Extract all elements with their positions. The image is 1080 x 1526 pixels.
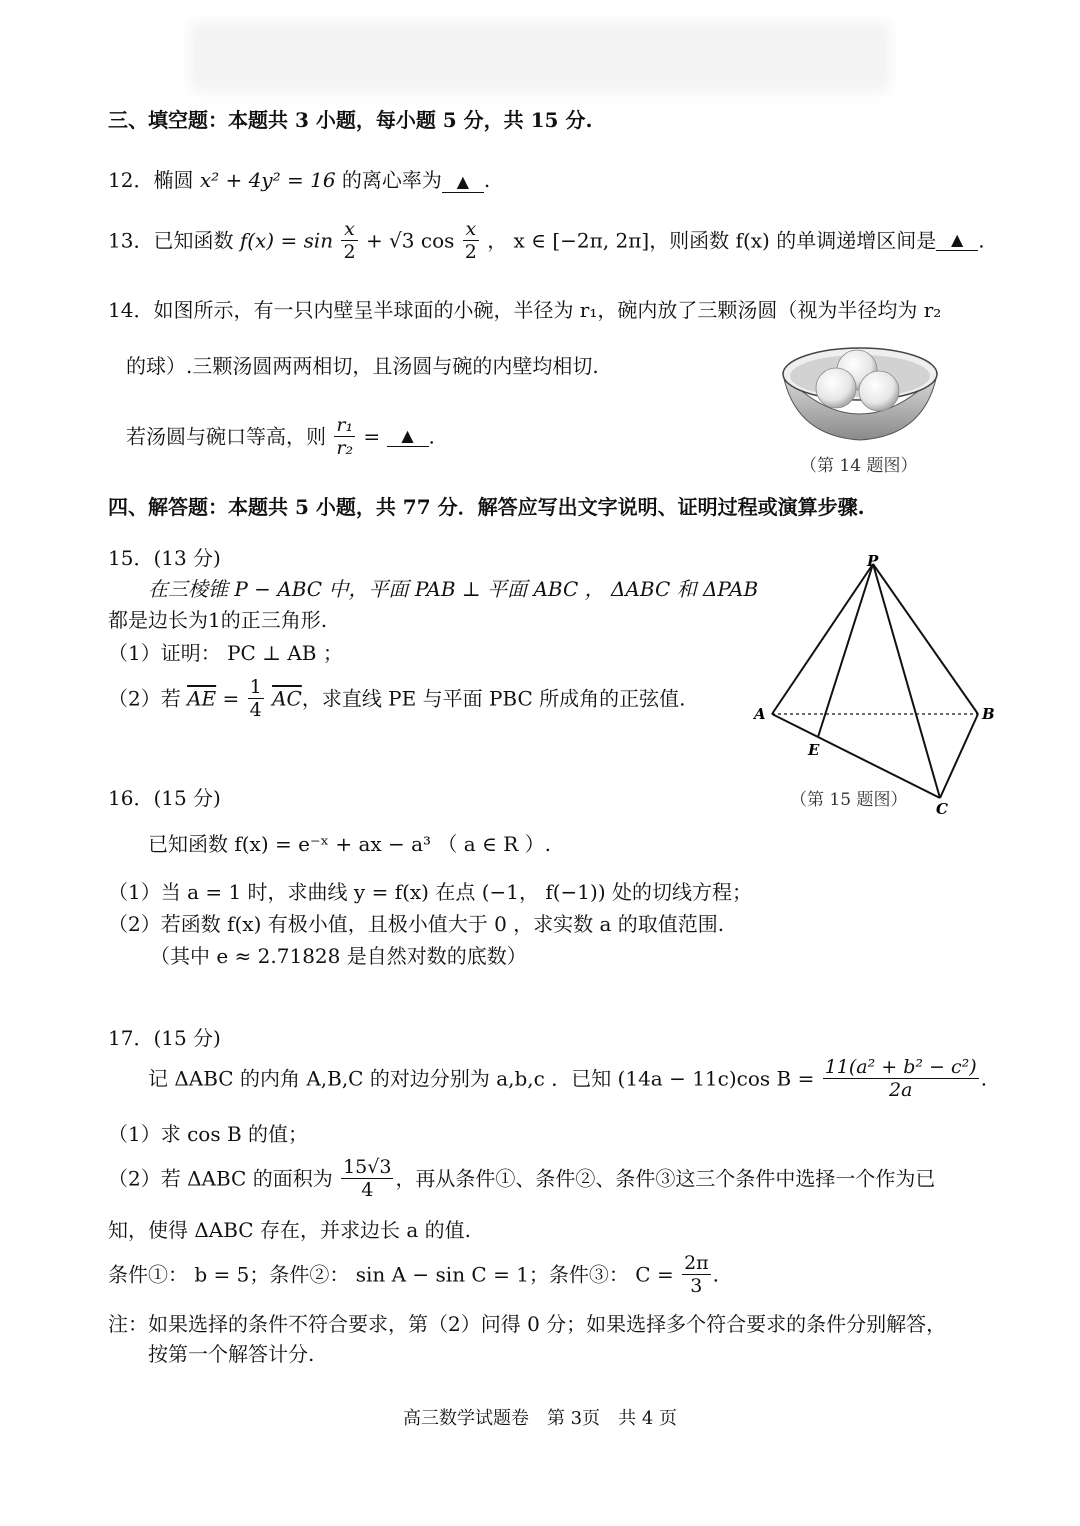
question-17-part1: （1）求 cos B 的值； (108, 1122, 308, 1146)
question-13: 13．已知函数 f(x) = sin $\frac{x}{2}$ + √3 cos $\frac{x}{2}$ ， x ∈ [−2π, 2π]，则函数 f(x) 的单调递增区间是 ▲ . (108, 218, 985, 263)
question-17-part2-cont: 知，使得 ΔABC 存在，并求边长 a 的值. (108, 1218, 471, 1242)
question-15-line2: 都是边长为1的正三角形. (108, 608, 328, 632)
question-12: 12．椭圆 x² + 4y² = 16 的离心率为 ▲ . (108, 168, 491, 192)
question-14-line3: 若汤圆与碗口等高，则 $\frac{\text{r₁}}{\text{r₂}}$ = ▲ . (126, 414, 435, 459)
pyramid-figure (748, 552, 998, 820)
section4-heading: 四、解答题：本题共 5 小题，共 77 分．解答应写出文字说明、证明过程或演算步骤. (108, 495, 865, 519)
question-16-title: 16．(15 分) (108, 786, 221, 810)
question-16-part1: （1）当 a = 1 时，求曲线 y = f(x) 在点 (−1， f(−1)) 处的切线方程； (108, 880, 752, 904)
question-16-line1: 已知函数 f(x) = e⁻ˣ + ax − a³ （ a ∈ R ）. (148, 832, 552, 856)
vertex-c-label: C (936, 800, 948, 818)
bowl-figure (775, 336, 945, 446)
question-14-line1: 14．如图所示，有一只内壁呈半球面的小碗，半径为 r₁，碗内放了三颗汤圆（视为半径均为 r₂ (108, 298, 942, 322)
question-17-line1: 记 ΔABC 的内角 A,B,C 的对边分别为 a,b,c ．已知 (14a − 11c)cos B = $\frac{\text{11(a² + b² − c²)}}{2a}$ . (148, 1056, 988, 1101)
question-17-title: 17．(15 分) (108, 1026, 221, 1050)
answer-blank: ▲ (936, 230, 978, 251)
question-16-note: （其中 e ≈ 2.71828 是自然对数的底数） (150, 944, 527, 968)
question-15-part1: （1）证明： PC ⊥ AB ； (108, 641, 343, 665)
question-16-part2: （2）若函数 f(x) 有极小值，且极小值大于 0 ，求实数 a 的取值范围. (108, 912, 725, 936)
figure-14-caption: （第 14 题图） (800, 456, 918, 476)
question-17-note1: 注：如果选择的条件不符合要求，第（2）问得 0 分；如果选择多个符合要求的条件分别解答， (108, 1312, 947, 1336)
question-17-note2: 按第一个解答计分. (148, 1342, 315, 1366)
answer-blank: ▲ (387, 426, 429, 447)
question-15-part2: （2）若 $\overline{AE}$ = $\frac{1}{4}$ $\overline{AC}$，求直线 PE 与平面 PBC 所成角的正弦值. (108, 676, 686, 721)
question-17-part2: （2）若 ΔABC 的面积为 $\frac{15√3}{4}$ ，再从条件①、条件②、条件③这三个条件中选择一个作为已 (108, 1156, 936, 1201)
question-14-line2: 的球）.三颗汤圆两两相切，且汤圆与碗的内壁均相切. (126, 354, 599, 378)
point-e-label: E (808, 741, 820, 759)
figure-15-caption: （第 15 题图） (790, 790, 908, 810)
vertex-b-label: B (982, 705, 995, 723)
section3-heading: 三、填空题：本题共 3 小题，每小题 5 分，共 15 分. (108, 108, 593, 132)
page-footer: 高三数学试题卷 第 3页 共 4 页 (402, 1408, 678, 1429)
question-15-line1: 在三棱锥 P − ABC 中，平面 PAB ⊥ 平面 ABC ， ΔABC 和 ΔPAB (148, 577, 759, 601)
vertex-p-label: P (867, 552, 879, 570)
question-15-title: 15．(13 分) (108, 546, 221, 570)
top-scan-shadow (190, 22, 890, 92)
question-17-conditions: 条件①： b = 5；条件②： sin A − sin C = 1；条件③： C = $\frac{2\pi}{3}$ . (108, 1252, 719, 1297)
vertex-a-label: A (754, 705, 766, 723)
answer-blank: ▲ (442, 172, 484, 193)
